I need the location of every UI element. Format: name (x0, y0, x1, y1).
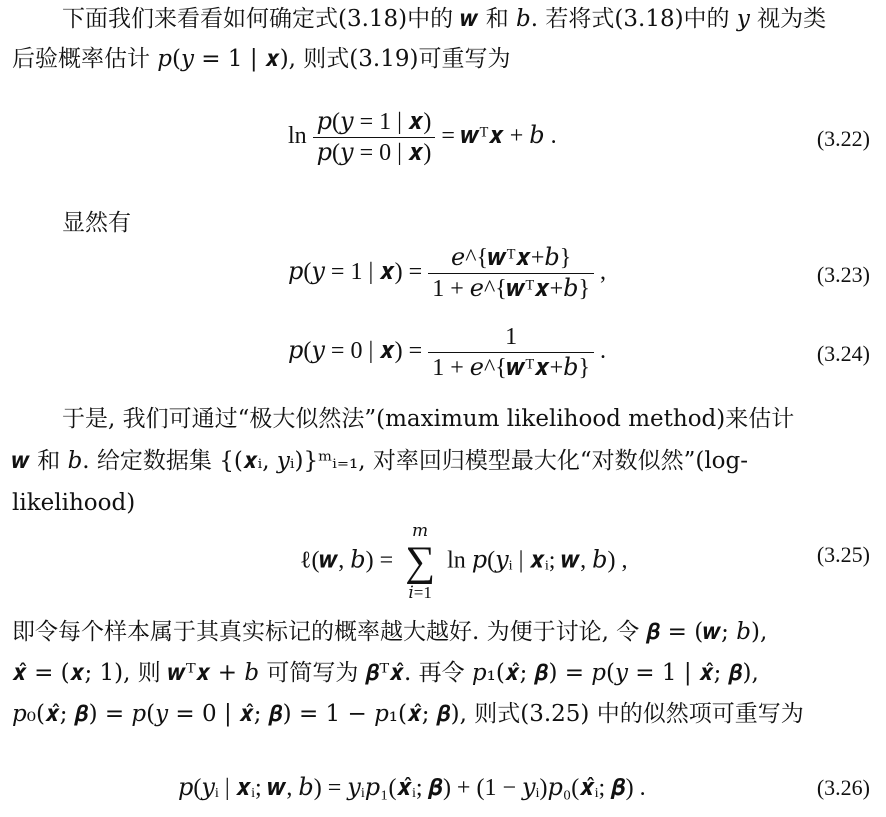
paragraph-3-line-3: 𝑝₀(𝒙̂; 𝜷) = 𝑝(𝑦 = 0 | 𝒙̂; 𝜷) = 1 − 𝑝₁(𝒙̂; 𝜷), 则式(3.25) 中的似然项可重写为 (12, 701, 804, 727)
equation-number-3-24: (3.24) (816, 341, 870, 366)
equation-number-3-26: (3.26) (816, 775, 870, 800)
equation-number-3-25: (3.25) (816, 542, 870, 567)
eq-3-23-denominator: 1 + 𝑒^{𝒘ᵀ𝒙+𝑏} (432, 276, 591, 302)
equation-number-3-22: (3.22) (816, 126, 870, 151)
eq-3-24-tail: . (600, 338, 607, 365)
eq-3-22-denominator: 𝑝(𝑦 = 0 | 𝒙) (316, 140, 432, 166)
eq-3-24-numerator: 1 (428, 322, 594, 353)
eq-3-25-rhs: ln 𝑝(𝑦ᵢ | 𝒙ᵢ; 𝒘, 𝑏) , (447, 547, 628, 574)
eq-3-24-fraction (428, 322, 594, 383)
equation-3-24-body (288, 322, 606, 383)
eq-3-25-summation (405, 522, 435, 602)
obviously-text: 显然有 (62, 210, 131, 236)
eq-3-25-lhs: ℓ(𝒘, 𝑏) = (300, 547, 394, 574)
equation-number-3-23: (3.23) (816, 262, 870, 287)
eq-3-22-fraction (313, 107, 436, 168)
eq-3-25-sum-upper: 𝑚 (412, 521, 429, 540)
eq-3-24-denominator: 1 + 𝑒^{𝒘ᵀ𝒙+𝑏} (432, 355, 591, 381)
paragraph-2-line-3: likelihood) (12, 490, 136, 516)
eq-3-23-lhs: 𝑝(𝑦 = 1 | 𝒙) = (288, 259, 423, 286)
eq-3-22-rhs: = 𝒘ᵀ𝒙 + 𝑏 . (441, 123, 557, 150)
paragraph-1-line-2: 后验概率估计 𝑝(𝑦 = 1 | 𝒙), 则式(3.19)可重写为 (12, 46, 511, 72)
equation-3-25-body (300, 522, 628, 602)
equation-3-23-body (288, 243, 606, 304)
eq-3-23-numerator: 𝑒^{𝒘ᵀ𝒙+𝑏} (428, 243, 594, 274)
eq-3-22-numerator: 𝑝(𝑦 = 1 | 𝒙) (313, 107, 436, 138)
equation-3-22-body (288, 107, 557, 168)
eq-3-23-tail: , (600, 259, 607, 286)
eq-3-22-ln: ln (288, 123, 307, 150)
paragraph-2-line-2: 𝒘 和 𝑏. 给定数据集 {(𝒙ᵢ, 𝑦ᵢ)}ᵐᵢ₌₁, 对率回归模型最大化“对数似然”(log- (12, 448, 749, 474)
paragraph-2-line-1: 于是, 我们可通过“极大似然法”(maximum likelihood method)来估计 (62, 406, 795, 432)
eq-3-24-lhs: 𝑝(𝑦 = 0 | 𝒙) = (288, 338, 423, 365)
equation-3-26-body: 𝑝(𝑦ᵢ | 𝒙ᵢ; 𝒘, 𝑏) = 𝑦ᵢ𝑝₁(𝒙̂ᵢ; 𝜷) + (1 − 𝑦ᵢ)𝑝₀(𝒙̂ᵢ; 𝜷) . (178, 775, 646, 801)
eq-3-23-fraction (428, 243, 594, 304)
eq-3-25-sum-lower: 𝑖=1 (408, 583, 432, 602)
paragraph-3-line-2: 𝒙̂ = (𝒙; 1), 则 𝒘ᵀ𝒙 + 𝑏 可简写为 𝜷ᵀ𝒙̂. 再令 𝑝₁(𝒙̂; 𝜷) = 𝑝(𝑦 = 1 | 𝒙̂; 𝜷), (12, 660, 759, 686)
paragraph-3-line-1: 即令每个样本属于其真实标记的概率越大越好. 为便于讨论, 令 𝜷 = (𝒘; 𝑏), (12, 619, 768, 645)
paragraph-1-line-1: 下面我们来看看如何确定式(3.18)中的 𝒘 和 𝑏. 若将式(3.18)中的 𝑦 视为类 (62, 6, 827, 32)
sigma-icon: ∑ (405, 539, 436, 585)
